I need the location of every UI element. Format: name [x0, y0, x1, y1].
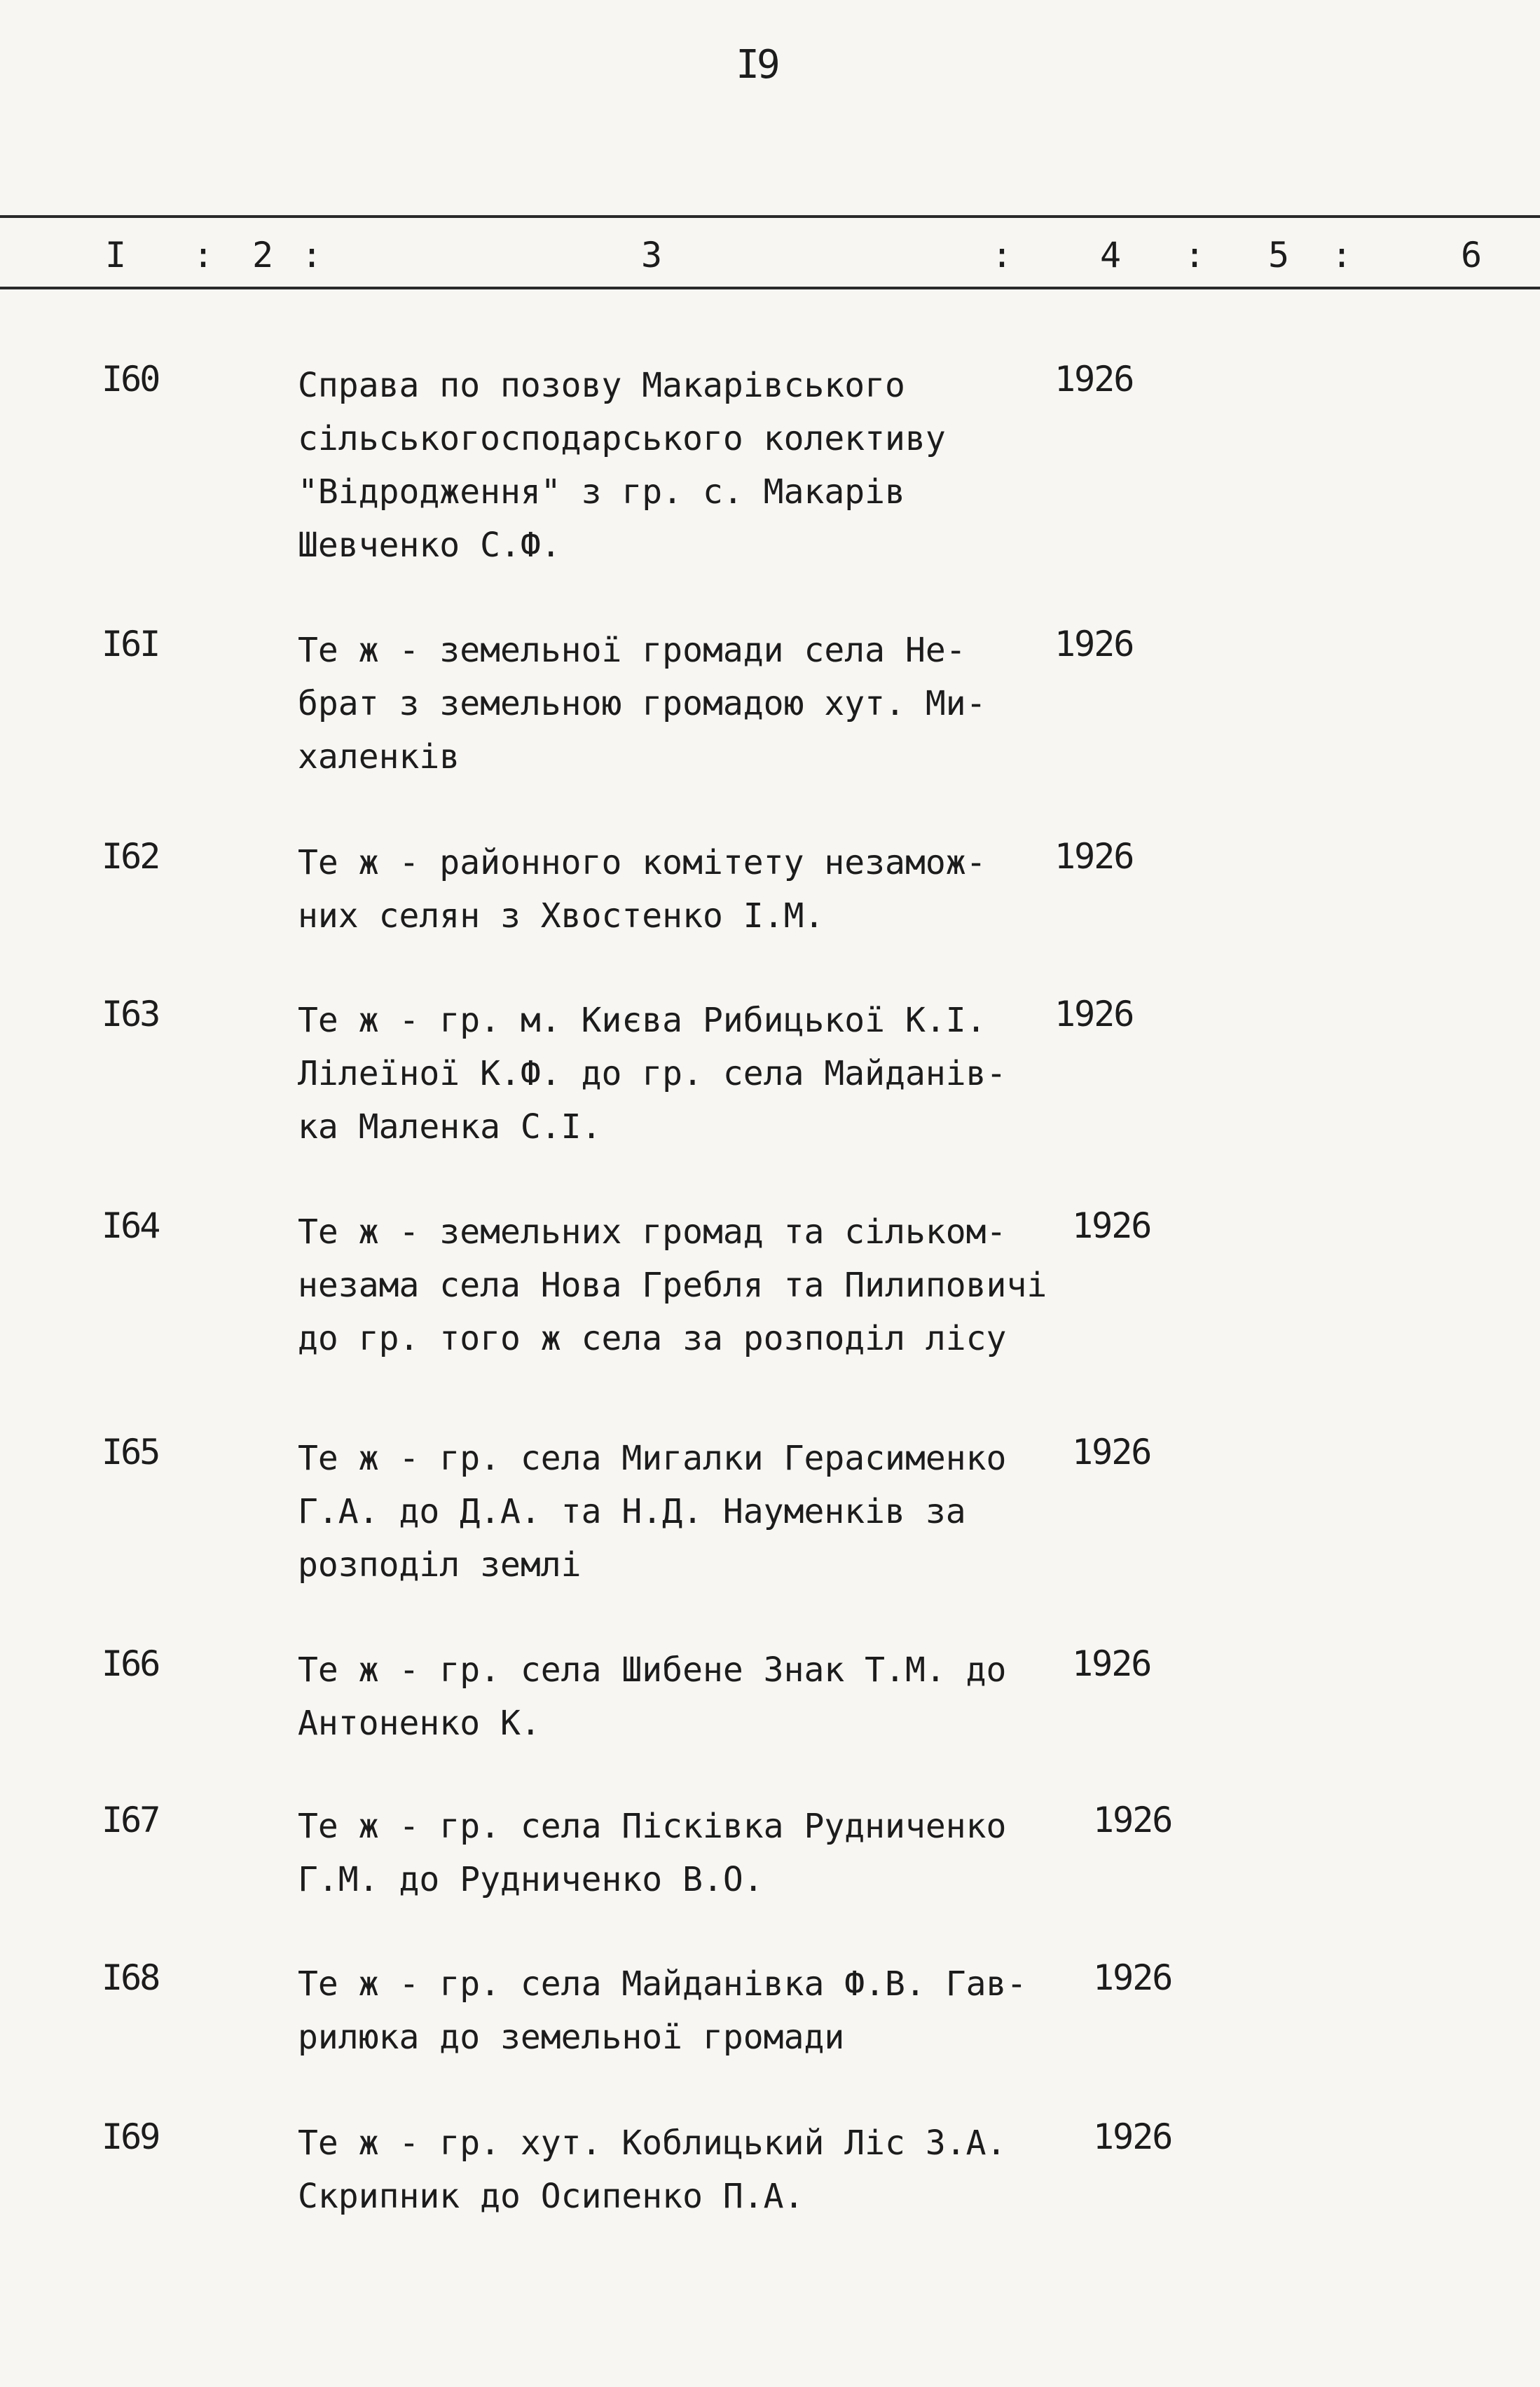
- column-header-4: 4: [1100, 235, 1122, 275]
- entry-title-line: Г.М. до Рудниченко В.О.: [298, 1860, 764, 1899]
- entry-title-line: Те ж - районного комітету незамож-: [298, 843, 986, 882]
- entry-title-line: Те ж - гр. села Майданівка Ф.В. Гав-: [298, 1964, 1027, 2004]
- column-header-6: 6: [1461, 235, 1483, 275]
- column-separator: :: [1331, 235, 1353, 275]
- entry-number: I60: [102, 359, 159, 399]
- entry-title-line: Г.А. до Д.А. та Н.Д. Науменків за: [298, 1492, 966, 1531]
- entry-year: 1926: [1072, 1432, 1151, 1472]
- entry-title-line: Антоненко К.: [298, 1704, 541, 1743]
- header-rule-top: [0, 215, 1540, 218]
- entry-title-line: халенків: [298, 737, 460, 777]
- entry-title-line: Лілеїної К.Ф. до гр. села Майданів-: [298, 1054, 1007, 1093]
- entry-title-line: незама села Нова Гребля та Пилиповичі: [298, 1266, 1047, 1305]
- column-header-2: 2: [252, 235, 274, 275]
- entry-year: 1926: [1054, 359, 1134, 399]
- entry-title-line: рилюка до земельної громади: [298, 2018, 845, 2057]
- entry-number: I64: [102, 1205, 159, 1246]
- entry-title-line: Шевченко С.Ф.: [298, 526, 561, 565]
- entry-title-line: Те ж - гр. села Шибене Знак Т.М. до: [298, 1650, 1007, 1690]
- entry-year: 1926: [1072, 1205, 1151, 1246]
- entry-year: 1926: [1072, 1643, 1151, 1684]
- entry-number: I68: [102, 1957, 159, 1998]
- entry-title: [298, 994, 1054, 1154]
- entry-title: [298, 359, 1054, 572]
- entry-year: 1926: [1093, 1957, 1172, 1998]
- page-number: I9: [736, 42, 778, 88]
- column-separator: :: [991, 235, 1013, 275]
- entry-number: I62: [102, 836, 159, 877]
- entry-number: I6I: [102, 624, 159, 664]
- entry-title: [298, 836, 1054, 943]
- entry-title: [298, 1800, 1054, 1906]
- entry-title-line: Те ж - земельної громади села Не-: [298, 631, 966, 670]
- entry-title-line: них селян з Хвостенко І.М.: [298, 896, 825, 936]
- column-separator: :: [1184, 235, 1206, 275]
- entry-title: [298, 1205, 1054, 1365]
- entry-year: 1926: [1054, 836, 1134, 877]
- entry-title-line: Те ж - гр. хут. Коблицький Ліс З.А.: [298, 2123, 1007, 2163]
- header-rule-bottom: [0, 287, 1540, 289]
- entry-year: 1926: [1093, 2116, 1172, 2157]
- entry-title: [298, 1957, 1054, 2064]
- entry-title-line: Скрипник до Осипенко П.А.: [298, 2177, 804, 2216]
- entry-title-line: сільськогосподарського колективу: [298, 419, 946, 458]
- entry-year: 1926: [1093, 1800, 1172, 1840]
- column-separator: :: [301, 235, 323, 275]
- entry-title-line: Справа по позову Макарівського: [298, 366, 905, 405]
- entry-number: I67: [102, 1800, 159, 1840]
- entry-title-line: "Відродження" з гр. с. Макарів: [298, 472, 905, 512]
- entry-number: I65: [102, 1432, 159, 1472]
- entry-title-line: до гр. того ж села за розподіл лісу: [298, 1319, 1007, 1358]
- entry-title: [298, 624, 1054, 784]
- entry-number: I66: [102, 1643, 159, 1684]
- entry-title-line: Те ж - земельних громад та сільком-: [298, 1212, 1007, 1252]
- column-header-1: I: [105, 235, 127, 275]
- column-separator: :: [193, 235, 214, 275]
- entry-number: I63: [102, 994, 159, 1034]
- entry-title-line: розподіл землі: [298, 1545, 582, 1585]
- entry-title-line: Те ж - гр. села Мигалки Герасименко: [298, 1439, 1007, 1478]
- entry-year: 1926: [1054, 994, 1134, 1034]
- entry-title: [298, 1643, 1054, 1750]
- entry-title-line: Те ж - гр. м. Києва Рибицької К.І.: [298, 1001, 986, 1040]
- column-header-row: [0, 235, 1540, 277]
- entry-year: 1926: [1054, 624, 1134, 664]
- entry-title-line: Те ж - гр. села Пісківка Рудниченко: [298, 1807, 1007, 1846]
- entry-title-line: брат з земельною громадою хут. Ми-: [298, 684, 986, 723]
- column-header-5: 5: [1268, 235, 1290, 275]
- entry-title: [298, 2116, 1054, 2223]
- column-header-3: 3: [641, 235, 663, 275]
- entry-title-line: ка Маленка С.І.: [298, 1107, 602, 1147]
- entry-number: I69: [102, 2116, 159, 2157]
- entry-title: [298, 1432, 1054, 1592]
